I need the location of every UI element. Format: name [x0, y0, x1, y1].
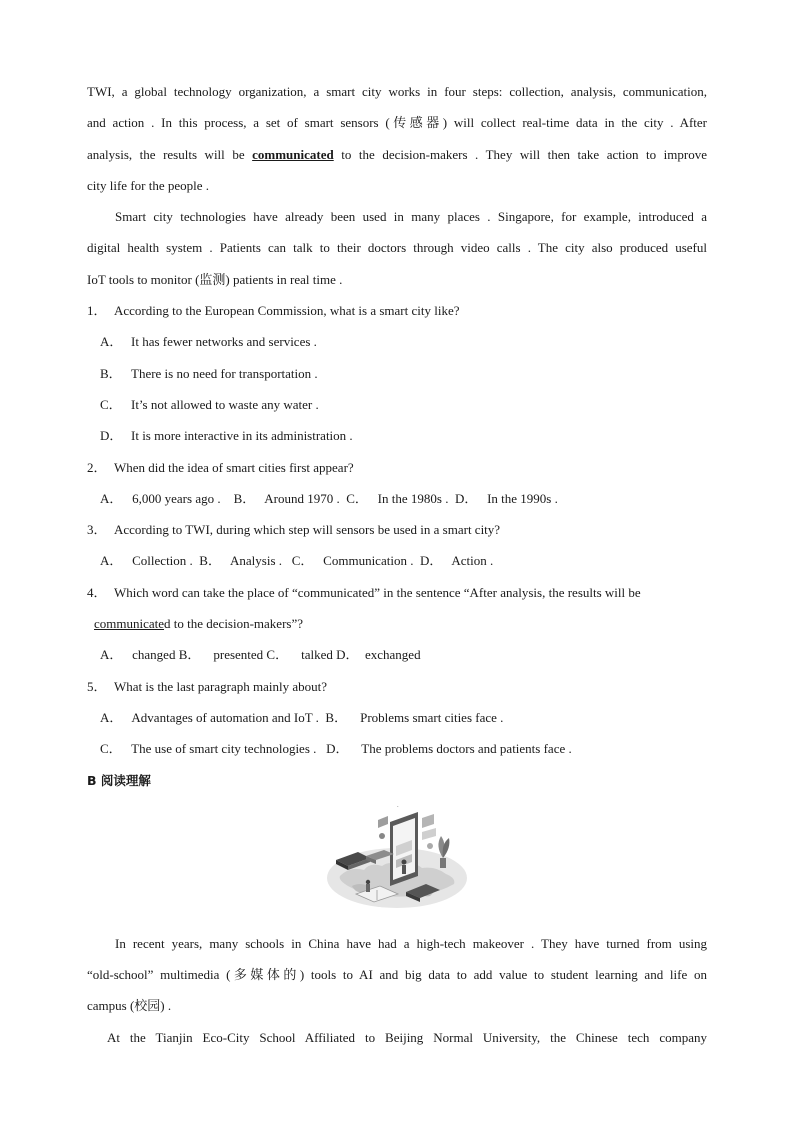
- question-number: 4．: [87, 584, 107, 600]
- q4-options[interactable]: A． changed B． presented C． talked D． exchanged: [100, 647, 421, 663]
- question-number: 2．: [87, 459, 107, 475]
- option-letter: D．: [100, 428, 123, 444]
- option-text: It has fewer networks and services .: [131, 334, 317, 350]
- communicated-word: communicated: [252, 146, 334, 162]
- question-3: [87, 516, 707, 547]
- q5-options-line2[interactable]: C． The use of smart city technologies . D． The problems doctors and patients face .: [100, 741, 572, 757]
- q1-option-b[interactable]: [87, 360, 707, 391]
- passage-a-p1-line4: city life for the people .: [87, 177, 210, 193]
- smart-campus-illustration: [87, 802, 707, 922]
- question-5: [87, 673, 707, 704]
- option-letter: B．: [100, 365, 122, 381]
- question-text: According to TWI, during which step will sensors be used in a smart city?: [114, 522, 501, 538]
- question-4-continuation: [87, 610, 707, 641]
- passage-a-p2-line1: Smart city technologies have already been used in many places . Singapore, for example, introduced a: [115, 209, 707, 225]
- q1-option-d[interactable]: [87, 422, 707, 453]
- question-number: 5．: [87, 678, 107, 694]
- q5-options-line1[interactable]: A． Advantages of automation and IoT . B． Problems smart cities face .: [100, 709, 504, 725]
- question-4: [87, 579, 707, 610]
- passage-a-p1-line2: and action . In this process, a set of smart sensors (传感器) will collect real-time data in the city . After: [87, 115, 707, 131]
- option-text: It is more interactive in its administration .: [131, 428, 353, 444]
- passage-b-p1-line1: In recent years, many schools in China have had a high-tech makeover . They have turned from using: [115, 935, 707, 951]
- document-page: [87, 78, 707, 1055]
- q1-option-c[interactable]: [87, 391, 707, 422]
- question-number: 3．: [87, 522, 107, 538]
- q2-options[interactable]: A． 6,000 years ago . B． Around 1970 . C． In the 1980s . D． In the 1990s .: [100, 490, 558, 506]
- q1-option-a[interactable]: [87, 328, 707, 359]
- q3-options[interactable]: A． Collection . B． Analysis . C． Communication . D． Action .: [100, 553, 494, 569]
- passage-a-p1-line3: [87, 141, 707, 172]
- line3-post: to the decision-makers . They will then take action to improve: [333, 146, 707, 162]
- isometric-tech-illustration-icon: [322, 806, 472, 918]
- passage-b-p2-line1: At the Tianjin Eco-City School Affiliated to Beijing Normal University, the Chinese tech company: [107, 1029, 707, 1045]
- option-letter: C．: [100, 396, 122, 412]
- passage-a-p2-line3: IoT tools to monitor (监测) patients in real time .: [87, 271, 343, 287]
- option-letter: A．: [100, 334, 123, 350]
- question-number: 1．: [87, 303, 107, 319]
- question-2: [87, 454, 707, 485]
- passage-b-p1-line3: campus (校园) .: [87, 998, 172, 1014]
- question-1: [87, 297, 707, 328]
- passage-a-p2-line2: digital health system . Patients can talk to their doctors through video calls . The city also produced useful: [87, 240, 707, 256]
- passage-b-p1-line2: “old-school” multimedia (多媒体的) tools to AI and big data to add value to student learning and life on: [87, 967, 707, 983]
- section-b-heading: B 阅读理解: [87, 772, 151, 788]
- question-text: According to the European Commission, what is a smart city like?: [114, 303, 460, 319]
- passage-a-p1-line1: TWI, a global technology organization, a smart city works in four steps: collection, analysis, communication,: [87, 84, 707, 99]
- option-text: It’s not allowed to waste any water .: [131, 396, 319, 412]
- question-text: What is the last paragraph mainly about?: [114, 678, 327, 694]
- line3-pre: analysis, the results will be: [87, 146, 253, 162]
- question-text: When did the idea of smart cities first appear?: [114, 459, 354, 475]
- underlined-word: communicate: [94, 616, 165, 632]
- option-text: There is no need for transportation .: [131, 365, 318, 381]
- question-text: Which word can take the place of “communicated” in the sentence “After analysis, the results will be: [114, 584, 641, 600]
- continuation-text: d to the decision-makers”?: [164, 616, 304, 632]
